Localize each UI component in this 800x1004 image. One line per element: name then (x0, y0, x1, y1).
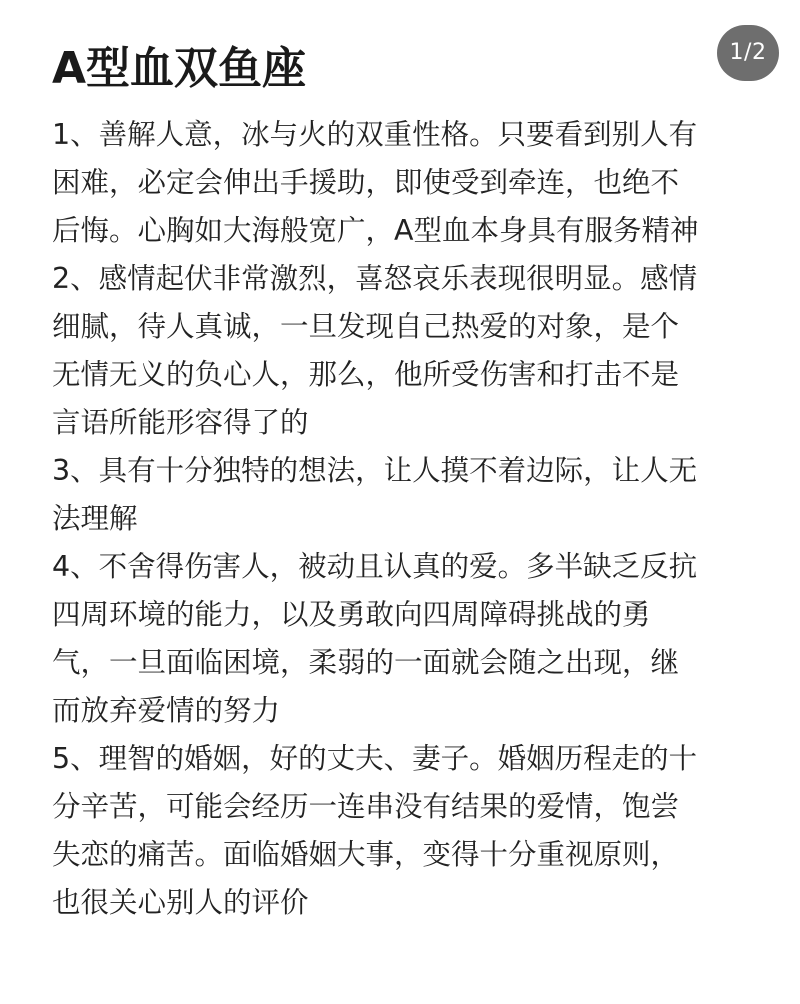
body-line: 4、不舍得伤害人，被动且认真的爱。多半缺乏反抗 (52, 550, 698, 583)
body-line: 法理解 (52, 502, 138, 535)
body-line: 细腻，待人真诚，一旦发现自己热爱的对象，是个 (52, 310, 680, 343)
body-line: 5、理智的婚姻，好的丈夫、妻子。婚姻历程走的十 (52, 742, 698, 775)
body-line: 3、具有十分独特的想法，让人摸不着边际，让人无 (52, 454, 698, 487)
body-line: 气，一旦面临困境，柔弱的一面就会随之出现，继 (52, 646, 680, 679)
body-line: 而放弃爱情的努力 (52, 694, 281, 727)
post-title: A型血双鱼座 (52, 43, 307, 94)
body-line: 分辛苦，可能会经历一连串没有结果的爱情，饱尝 (52, 790, 680, 823)
body-line: 无情无义的负心人，那么，他所受伤害和打击不是 (52, 358, 680, 391)
body-line: 失恋的痛苦。面临婚姻大事，变得十分重视原则， (52, 838, 680, 871)
body-line: 困难，必定会伸出手援助，即使受到牵连，也绝不 (52, 166, 680, 199)
body-line: 四周环境的能力，以及勇敢向四周障碍挑战的勇 (52, 598, 651, 631)
body-line: 2、感情起伏非常激烈，喜怒哀乐表现很明显。感情 (52, 262, 698, 295)
body-line: 也很关心别人的评价 (52, 886, 309, 919)
body-line: 言语所能形容得了的 (52, 406, 309, 439)
page-indicator-badge[interactable]: 1/2 (717, 25, 779, 81)
post-body (52, 111, 752, 927)
body-line: 后悔。心胸如大海般宽广，A型血本身具有服务精神 (52, 214, 699, 247)
body-line: 1、善解人意，冰与火的双重性格。只要看到别人有 (52, 118, 698, 151)
